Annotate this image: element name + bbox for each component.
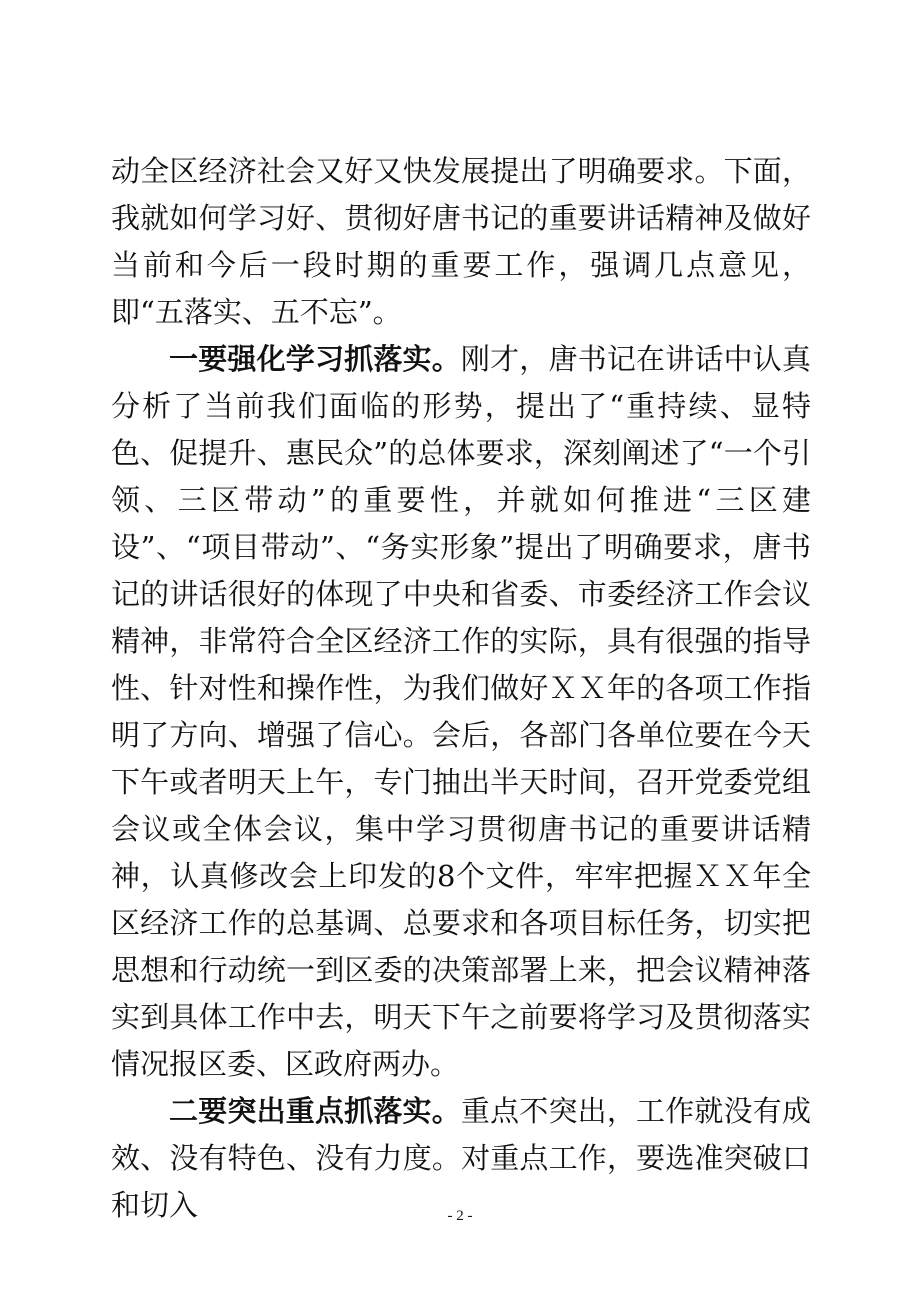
paragraph-text: 刚才，唐书记在讲话中认真分析了当前我们面临的形势，提出了“重持续、显特色、促提升、惠民众”的总体要求，深刻阐述了“一个引领、三区带动”的重要性，并就如何推进“三区建设”、“项目带动”、“务实形象”提出了明确要求，唐书记的讲话很好的体现了中央和省委、市委经济工作会议精神，非常符合全区经济工作的实际，具有很强的指导性、针对性和操作性，为我们做好ＸＸ年的各项工作指明了方向、增强了信心。会后，各部门各单位要在今天下午或者明天上午，专门抽出半天时间，召开党委党组会议或全体会议，集中学习贯彻唐书记的重要讲话精神，认真修改会上印发的8个文件，牢牢把握ＸＸ年全区经济工作的总基调、总要求和各项目标任务，切实把思想和行动统一到区委的决策部署上来，把会议精神落实到具体工作中去，明天下午之前要将学习及贯彻落实情况报区委、区政府两办。 (111, 342, 811, 1081)
paragraph-lead-heading: 二要突出重点抓落实。 (169, 1094, 461, 1128)
paragraph-strengthen-study (111, 336, 811, 1088)
paragraph-continuation (111, 148, 811, 336)
paragraph-text: 重点不突出，工作就没有成效、没有特色、没有力度。对重点工作，要选准突破口和切入 (111, 1094, 811, 1222)
document-body (111, 148, 811, 1229)
page-number: - 2 - (447, 1208, 473, 1224)
paragraph-text: 动全区经济社会又好又快发展提出了明确要求。下面，我就如何学习好、贯彻好唐书记的重要讲话精神及做好当前和今后一段时期的重要工作，强调几点意见，即“五落实、五不忘”。 (111, 154, 811, 329)
paragraph-lead-heading: 一要强化学习抓落实。 (169, 342, 461, 376)
